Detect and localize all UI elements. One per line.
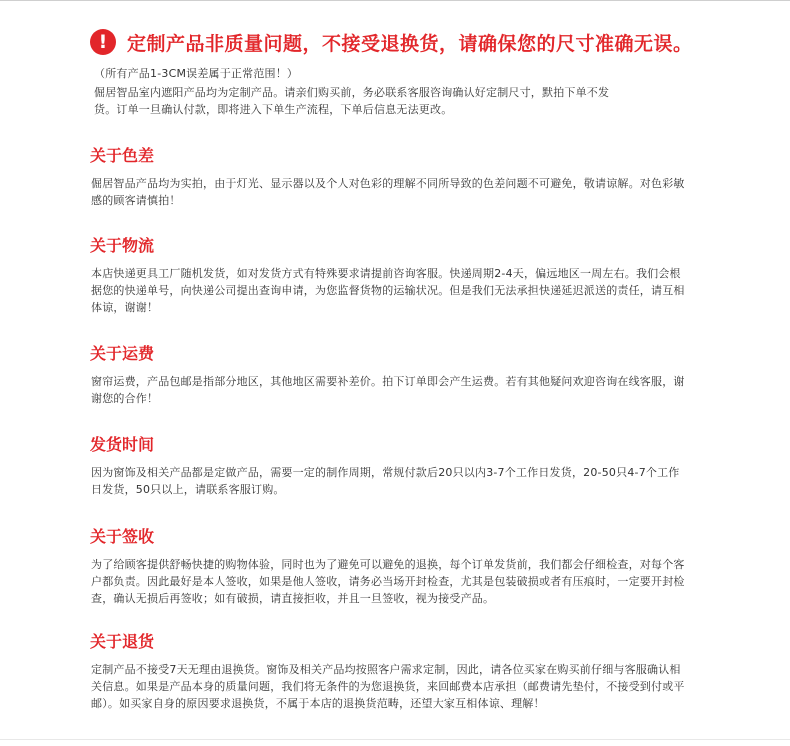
top-divider	[0, 0, 790, 1]
section-title: 发货时间	[90, 435, 155, 454]
section-title: 关于签收	[90, 527, 155, 546]
warning-title: 定制产品非质量问题，不接受退换货，请确保您的尺寸准确无误。	[127, 32, 693, 55]
section-shipping-fee	[90, 344, 690, 407]
section-returns	[90, 632, 690, 712]
section-signing	[90, 527, 690, 607]
section-logistics	[90, 236, 690, 316]
exclamation-icon: !	[90, 29, 116, 55]
section-title: 关于退货	[90, 632, 155, 651]
bottom-divider	[0, 739, 790, 740]
section-text: 本店快递更具工厂随机发货，如对发货方式有特殊要求请提前咨询客服。快递周期2-4天，偏远地区一周左右。我们会根据您的快递单号，向快递公司提出查询申请，为您监督货物的运输状况。但是我们无法承担快递延迟派送的责任，请互相体谅，谢谢！	[91, 267, 685, 314]
section-text: 窗帘运费，产品包邮是指部分地区，其他地区需要补差价。拍下订单即会产生运费。若有其他疑问欢迎咨询在线客服，谢谢您的合作！	[91, 375, 685, 405]
section-text: 倔居智品产品均为实拍，由于灯光、显示器以及个人对色彩的理解不同所导致的色差问题不可避免，敬请谅解。对色彩敏感的顾客请慎拍！	[91, 177, 685, 207]
section-delivery-time	[90, 435, 690, 498]
section-title: 关于色差	[90, 146, 155, 165]
tolerance-note: （所有产品1-3CM误差属于正常范围！）	[94, 67, 299, 80]
section-color-difference	[90, 146, 690, 209]
intro-paragraph: 倔居智品室内遮阳产品均为定制产品。请亲们购买前，务必联系客服咨询确认好定制尺寸，默拍下单不发货。订单一旦确认付款，即将进入下单生产流程，下单后信息无法更改。	[94, 86, 610, 116]
warning-header	[90, 26, 693, 58]
section-text: 定制产品不接受7天无理由退换货。窗饰及相关产品均按照客户需求定制，因此，请各位买家在购买前仔细与客服确认相关信息。如果是产品本身的质量问题，我们将无条件的为您退换货，来回邮费本店承担（邮费请先垫付，不接受到付或平邮）。如买家自身的原因要求退换货，不属于本店的退换货范畴，还望大家互相体谅、理解！	[91, 663, 685, 710]
section-text: 为了给顾客提供舒畅快捷的购物体验，同时也为了避免可以避免的退换，每个订单发货前，我们都会仔细检查，对每个客户都负责。因此最好是本人签收，如果是他人签收，请务必当场开封检查，尤其是包装破损或者有压痕时，一定要开封检查，确认无损后再签收；如有破损，请直接拒收，并且一旦签收，视为接受产品。	[91, 558, 685, 605]
section-title: 关于物流	[90, 236, 155, 255]
section-title: 关于运费	[90, 344, 155, 363]
section-text: 因为窗饰及相关产品都是定做产品，需要一定的制作周期，常规付款后20只以内3-7个工作日发货，20-50只4-7个工作日发货，50只以上，请联系客服订购。	[91, 466, 680, 496]
